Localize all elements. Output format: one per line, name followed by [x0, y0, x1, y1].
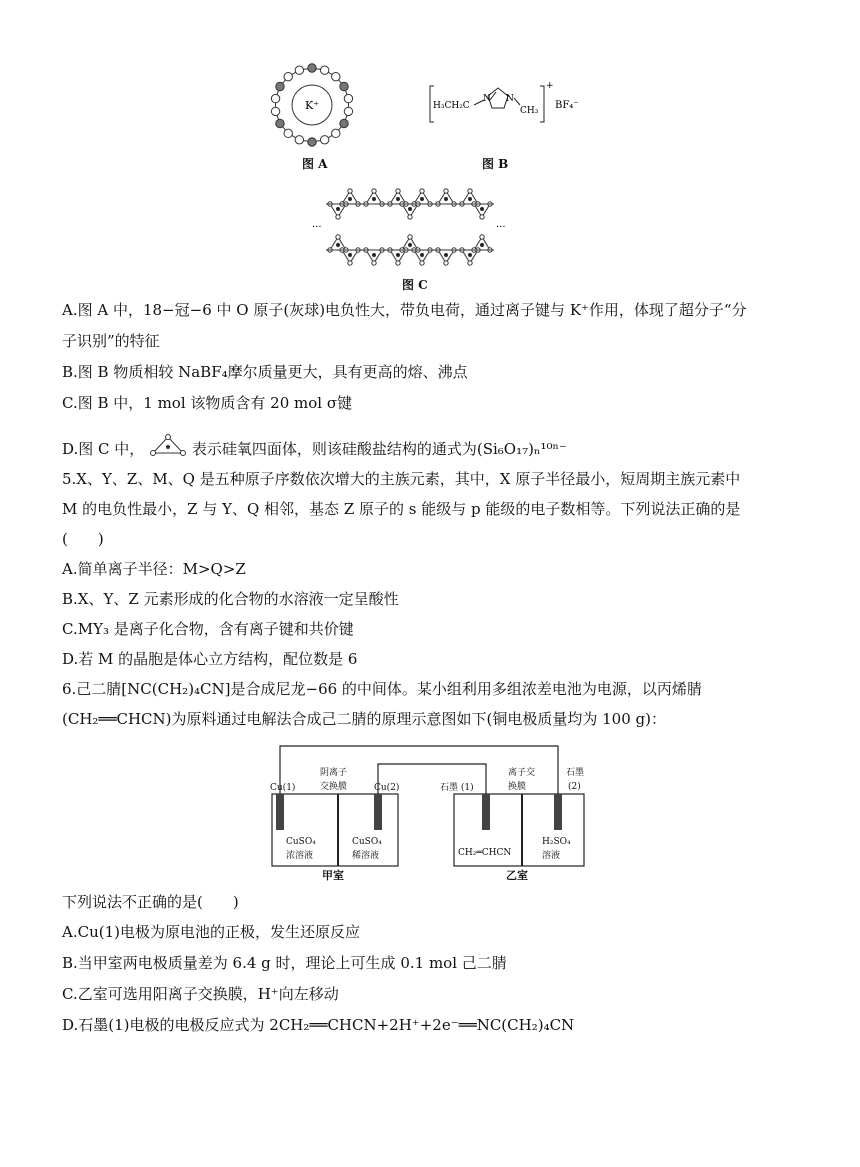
cuso4-conc-formula: CuSO₄ [286, 837, 316, 847]
crown-atom [308, 64, 316, 72]
q4-option-d-prefix: D.图 C 中， [62, 440, 145, 458]
q5-answer-paren: ( ) [62, 530, 104, 548]
silicon-atom [420, 253, 423, 256]
oxygen-atom [336, 235, 340, 239]
membrane1-label-bottom: 交换膜 [320, 782, 348, 792]
crown-atom [276, 119, 284, 127]
cuso4-conc-label: 浓溶液 [286, 851, 314, 861]
oxygen-atom [348, 189, 352, 193]
crown-atom [295, 66, 303, 74]
graphite2-label-bottom: (2) [568, 782, 581, 792]
crown-atom [332, 129, 340, 137]
silicon-atom [372, 197, 375, 200]
silicon-atom [372, 253, 375, 256]
q4-option-d [62, 434, 567, 459]
q4-option-d-text: 表示硅氧四面体，则该硅酸盐结构的通式为(Si₆O₁₇)ₙ¹⁰ⁿ⁻ [191, 440, 567, 458]
q5-option-a: A.简单离子半径：M>Q>Z [62, 560, 246, 578]
oxygen-atom [468, 261, 472, 265]
oxygen-atom [396, 189, 400, 193]
silicon-atom [444, 253, 447, 256]
cuso4-dilute-formula: CuSO₄ [352, 837, 382, 847]
q4-option-b: B.图 B 物质相较 NaBF₄摩尔质量更大，具有更高的熔、沸点 [62, 363, 468, 381]
oxygen-atom [480, 235, 484, 239]
crown-atom [320, 66, 328, 74]
ellipsis-left: ··· [312, 222, 322, 233]
silicon-atom [468, 197, 471, 200]
membrane1-label-top: 阴离子 [320, 768, 348, 778]
ethyl-group: H₃CH₂C [433, 101, 470, 111]
q6-stem-line2: (CH₂══CHCN)为原料通过电解法合成己二腈的原理示意图如下(铜电极质量均为 100 g)： [62, 710, 666, 728]
figure-a-caption: 图 A [302, 157, 328, 171]
oxygen-atom [372, 189, 376, 193]
figure-c-caption: 图 C [402, 278, 428, 292]
silicon-atom [480, 207, 483, 210]
q5-option-d: D.若 M 的晶胞是体心立方结构，配位数是 6 [62, 650, 358, 668]
q4-option-a-line1: A.图 A 中，18−冠−6 中 O 原子(灰球)电负性大，带负电荷，通过离子键与 K⁺作用，体现了超分子“分 [62, 301, 747, 319]
cation-charge: + [546, 81, 554, 91]
crown-atom [284, 72, 292, 80]
room-yi-label: 乙室 [506, 869, 528, 882]
crown-atom [271, 107, 279, 115]
oxygen-atom [444, 189, 448, 193]
silicon-atom [480, 243, 483, 246]
figure-b-ionic-liquid [428, 78, 588, 128]
oxygen-atom [348, 261, 352, 265]
crown-atom [332, 72, 340, 80]
electrolysis-diagram [268, 742, 598, 884]
oxygen-atom [480, 215, 484, 219]
crown-atom [308, 138, 316, 146]
oxygen-atom [408, 235, 412, 239]
q5-stem-line1: 5.X、Y、Z、M、Q 是五种原子序数依次增大的主族元素，其中，X 原子半径最小，短周期主族元素中 [62, 470, 741, 488]
oxygen-atom [420, 261, 424, 265]
figure-b-caption: 图 B [482, 157, 509, 171]
n-atom-1: N [483, 94, 491, 104]
oxygen-atom [408, 215, 412, 219]
silicon-atom [444, 197, 447, 200]
q6-option-d: D.石墨(1)电极的电极反应式为 2CH₂══CHCN+2H⁺+2e⁻══NC(CH₂)₄CN [62, 1016, 575, 1034]
crown-atom [340, 119, 348, 127]
tetrahedron-icon [149, 434, 187, 456]
h2so4-formula: H₂SO₄ [542, 837, 571, 847]
acrylonitrile-label: CH₂═CHCN [458, 848, 512, 858]
q6-ask: 下列说法不正确的是( ) [62, 893, 239, 911]
crown-atom [271, 94, 279, 102]
q5-option-b: B.X、Y、Z 元素形成的化合物的水溶液一定呈酸性 [62, 590, 399, 608]
oxygen-atom [396, 261, 400, 265]
oxygen-atom [420, 189, 424, 193]
q6-stem-line1: 6.己二腈[NC(CH₂)₄CN]是合成尼龙−66 的中间体。某小组利用多组浓差电池为电源，以丙烯腈 [62, 680, 702, 698]
crown-atom [295, 136, 303, 144]
silicon-atom [408, 207, 411, 210]
q6-option-a: A.Cu(1)电极为原电池的正极，发生还原反应 [62, 923, 360, 941]
membrane2-label-bottom: 换膜 [508, 782, 527, 792]
crown-atom [276, 82, 284, 90]
figure-c-silicate-chain [310, 180, 510, 276]
figure-a-crown-ether [262, 60, 362, 150]
q6-option-c: C.乙室可选用阳离子交换膜，H⁺向左移动 [62, 985, 339, 1003]
bf4-anion: BF₄⁻ [555, 100, 579, 111]
silicon-atom [396, 197, 399, 200]
q5-stem-line2: M 的电负性最小，Z 与 Y、Q 相邻，基态 Z 原子的 s 能级与 p 能级的电子数相等。下列说法正确的是 [62, 500, 741, 518]
room-jia-label: 甲室 [322, 869, 344, 882]
silicon-atom [348, 253, 351, 256]
silicon-atom [348, 197, 351, 200]
graphite2-label-top: 石墨 [566, 768, 585, 778]
q4-option-a-line2: 子识别”的特征 [62, 332, 160, 350]
q6-option-b: B.当甲室两电极质量差为 6.4 g 时，理论上可生成 0.1 mol 己二腈 [62, 954, 507, 972]
membrane2-label-top: 离子交 [508, 768, 536, 778]
cu1-label: Cu(1) [270, 783, 296, 793]
silicon-atom [468, 253, 471, 256]
oxygen-atom [444, 261, 448, 265]
ellipsis-right: ··· [496, 222, 506, 233]
cuso4-dilute-label: 稀溶液 [352, 851, 380, 861]
oxygen-atom [336, 215, 340, 219]
q4-option-c: C.图 B 中，1 mol 该物质含有 20 mol σ键 [62, 394, 353, 412]
crown-atom [320, 136, 328, 144]
silicon-atom [420, 197, 423, 200]
oxygen-atom [372, 261, 376, 265]
silicon-atom [336, 207, 339, 210]
oxygen-atom [468, 189, 472, 193]
n-atom-2: N [506, 94, 514, 104]
silicon-atom [336, 243, 339, 246]
silicon-atom [408, 243, 411, 246]
h2so4-label: 溶液 [542, 851, 561, 861]
k-ion-label: K⁺ [304, 99, 320, 112]
silicon-atom [396, 253, 399, 256]
crown-atom [284, 129, 292, 137]
crown-atom [340, 82, 348, 90]
crown-atom [344, 94, 352, 102]
q5-option-c: C.MY₃ 是离子化合物，含有离子键和共价键 [62, 620, 354, 638]
cu2-label: Cu(2) [374, 783, 400, 793]
crown-atom [344, 107, 352, 115]
graphite1-label: 石墨 (1) [440, 783, 474, 793]
methyl-group: CH₃ [520, 106, 539, 116]
